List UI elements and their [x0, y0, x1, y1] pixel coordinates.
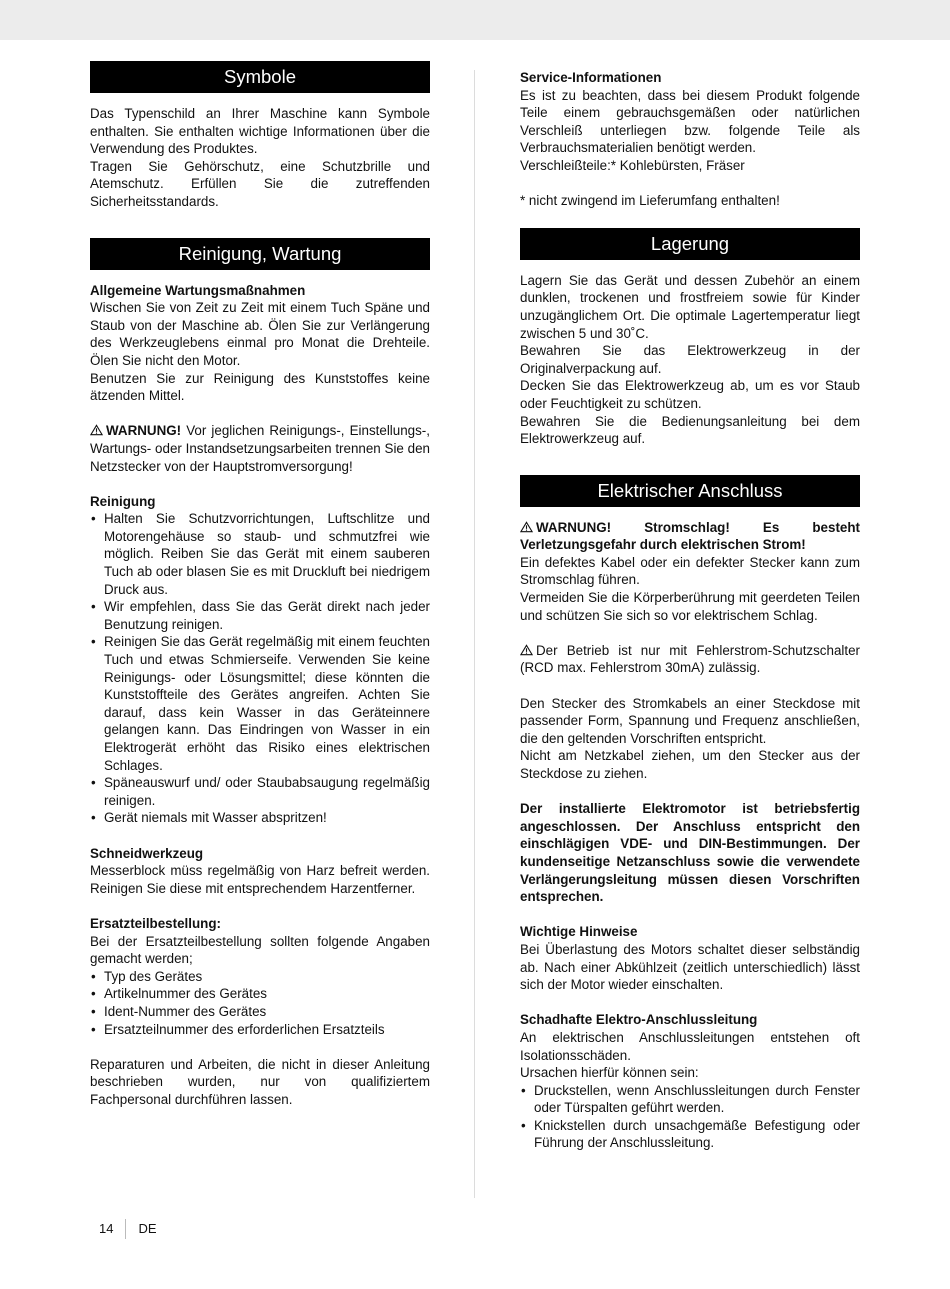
reinigung-heading: Reinigung — [90, 493, 156, 509]
rcd-warning-text: Der Betrieb ist nur mit Fehlerstrom-Schutzschalter (RCD max. Fehlerstrom 30mA) zulässig. — [520, 642, 860, 676]
schadhafte-heading: Schadhafte Elektro-Anschlussleitung — [520, 1012, 758, 1028]
symbole-paragraph-2: Tragen Sie Gehörschutz, eine Schutzbrille und Atemschutz. Erfüllen Sie die zutreffenden Sicherheitsstandards. — [90, 158, 430, 209]
rcd-warning — [520, 642, 860, 677]
allgemeine-heading: Allgemeine Wartungsmaßnahmen — [90, 282, 306, 298]
stromschlag-warning-text: WARNUNG! Stromschlag! Es besteht Verletzungsgefahr durch elektrischen Strom! — [520, 519, 860, 553]
ersatzteil-paragraph: Bei der Ersatzteilbestellung sollten folgende Angaben gemacht werden; — [90, 933, 430, 967]
list-item: • Gerät niemals mit Wasser abspritzen! — [90, 809, 430, 827]
schadhafte-paragraph-1: An elektrischen Anschlussleitungen entstehen oft Isolationsschäden. — [520, 1029, 860, 1063]
elektrisch-paragraph-4: Nicht am Netzkabel ziehen, um den Stecker aus der Steckdose zu ziehen. — [520, 748, 860, 781]
list-item: • Druckstellen, wenn Anschlussleitungen durch Fenster oder Türspalten geführt werden. — [520, 1082, 860, 1117]
warning-triangle-icon — [90, 424, 103, 436]
top-band — [0, 0, 950, 40]
right-column — [520, 69, 860, 1152]
left-column — [90, 61, 430, 1108]
service-paragraph-1: Es ist zu beachten, dass bei diesem Produkt folgende Teile einem gebrauchsgemäßen oder natürlichen Verschleiß unterliegen bzw. folgende Teile als Verbrauchsmaterialien benötigt werden. — [520, 87, 860, 156]
section-title-reinigung-wartung: Reinigung, Wartung — [90, 238, 430, 270]
hinweise-paragraph: Bei Überlastung des Motors schaltet dieser selbständig ab. Nach einer Abkühlzeit (zeitlich unterschiedlich) lässt sich der Motor wieder einschalten. — [520, 941, 860, 993]
warning-paragraph — [90, 422, 430, 475]
service-paragraph-2: Verschleißteile:* Kohlebürsten, Fräser — [520, 157, 745, 173]
lagerung-paragraph-3: Decken Sie das Elektrowerkzeug ab, um es vor Staub oder Feuchtigkeit zu schützen. — [520, 378, 860, 411]
lagerung-paragraph-1: Lagern Sie das Gerät und dessen Zubehör an einem dunklen, trockenen und frostfreiem sowie für Kinder unzugänglichem Ort. Die optimale Lagertemperatur liegt zwischen 5 und 30˚C. — [520, 272, 860, 341]
section-title-lagerung: Lagerung — [520, 228, 860, 260]
list-item: • Artikelnummer des Gerätes — [90, 985, 430, 1003]
allgemeine-paragraph-2: Benutzen Sie zur Reinigung des Kunststoffes keine ätzenden Mittel. — [90, 370, 430, 404]
schneidwerkzeug-paragraph: Messerblock müss regelmäßig von Harz befreit werden. Reinigen Sie diese mit entsprechendem Harzentferner. — [90, 863, 430, 896]
lagerung-paragraph-4: Bewahren Sie die Bedienungsanleitung bei dem Elektrowerkzeug auf. — [520, 413, 860, 447]
warning-text: Vor jeglichen Reinigungs-, Einstellungs-, Wartungs- oder Instandsetzungsarbeiten trennen Sie den Netzstecker von der Hauptstromversorgung! — [90, 423, 430, 474]
page-number: 14 — [99, 1221, 114, 1236]
schadhafte-paragraph-2: Ursachen hierfür können sein: — [520, 1065, 699, 1081]
schadhafte-list — [520, 1082, 860, 1152]
column-divider — [474, 70, 475, 1198]
elektrisch-paragraph-2: Vermeiden Sie die Körperberührung mit geerdeten Teilen und schützen Sie sich so vor elektrischem Schlag. — [520, 590, 860, 623]
symbole-paragraph-1: Das Typenschild an Ihrer Maschine kann Symbole enthalten. Sie enthalten wichtige Informationen über die Verwendung des Produktes. — [90, 106, 430, 157]
ersatzteil-heading: Ersatzteilbestellung: — [90, 915, 221, 931]
schneidwerkzeug-heading: Schneidwerkzeug — [90, 845, 204, 861]
service-heading: Service-Informationen — [520, 70, 662, 85]
elektromotor-bold-paragraph: Der installierte Elektromotor ist betriebsfertig angeschlossen. Der Anschluss entspricht den einschlägigen VDE- und DIN-Bestimmungen. Der kundenseitige Netzanschluss sowie die verwendete Verlängerungsleitung müssen diesen Vorschriften entsprechen. — [520, 801, 860, 905]
elektrisch-paragraph-3: Den Stecker des Stromkabels an einer Steckdose mit passender Form, Spannung und Frequenz anschließen, die den geltenden Vorschriften entspricht. — [520, 695, 860, 746]
allgemeine-paragraph-1: Wischen Sie von Zeit zu Zeit mit einem Tuch Späne und Staub von der Maschine ab. Ölen Sie zur Verlängerung des Werkzeuglebens einmal pro Monat die Drehteile. Ölen Sie nicht den Motor. — [90, 300, 430, 368]
warning-triangle-icon — [520, 644, 533, 656]
list-item: • Ident-Nummer des Gerätes — [90, 1003, 430, 1021]
list-item: • Späneauswurf und/ oder Staubabsaugung regelmäßig reinigen. — [90, 774, 430, 809]
list-item: • Reinigen Sie das Gerät regelmäßig mit einem feuchten Tuch und etwas Schmierseife. Verwenden Sie keine Reinigungs- oder Lösungsmittel; diese könnten die Kunststoffteile des Gerätes angreifen. Achten Sie darauf, dass kein Wasser in das Geräteinnere gelangen kann. Das Eindringen von Wasser in ein Elektrogerät erhöht das Risiko eines elektrischen Schlages. — [90, 633, 430, 774]
list-item: • Knickstellen durch unsachgemäße Befestigung oder Führung der Anschlussleitung. — [520, 1117, 860, 1152]
ersatzteil-list — [90, 968, 430, 1038]
service-footnote: * nicht zwingend im Lieferumfang enthalten! — [520, 193, 780, 209]
list-item: • Typ des Gerätes — [90, 968, 430, 986]
reparatur-paragraph: Reparaturen und Arbeiten, die nicht in dieser Anleitung beschrieben wurden, nur von qualifiziertem Fachpersonal durchführen lassen. — [90, 1056, 430, 1107]
page-footer — [99, 1219, 157, 1239]
stromschlag-warning — [520, 519, 860, 554]
elektrisch-paragraph-1: Ein defektes Kabel oder ein defekter Stecker kann zum Stromschlag führen. — [520, 554, 860, 588]
lagerung-paragraph-2: Bewahren Sie das Elektrowerkzeug in der Originalverpackung auf. — [520, 343, 860, 376]
reinigung-list — [90, 510, 430, 827]
warning-triangle-icon — [520, 521, 533, 533]
section-title-elektrischer-anschluss: Elektrischer Anschluss — [520, 475, 860, 507]
language-code: DE — [138, 1221, 157, 1236]
footer-separator — [125, 1219, 126, 1239]
list-item: • Ersatzteilnummer des erforderlichen Ersatzteils — [90, 1021, 430, 1039]
section-title-symbole: Symbole — [90, 61, 430, 93]
list-item: • Wir empfehlen, dass Sie das Gerät direkt nach jeder Benutzung reinigen. — [90, 598, 430, 633]
warning-label: WARNUNG! — [106, 423, 182, 439]
hinweise-heading: Wichtige Hinweise — [520, 924, 638, 940]
list-item: • Halten Sie Schutzvorrichtungen, Luftschlitze und Motorengehäuse so staub- und schmutzfrei wie möglich. Reiben Sie das Gerät mit einem sauberen Tuch ab oder blasen Sie es mit Druckluft bei niedrigem Druck aus. — [90, 510, 430, 598]
